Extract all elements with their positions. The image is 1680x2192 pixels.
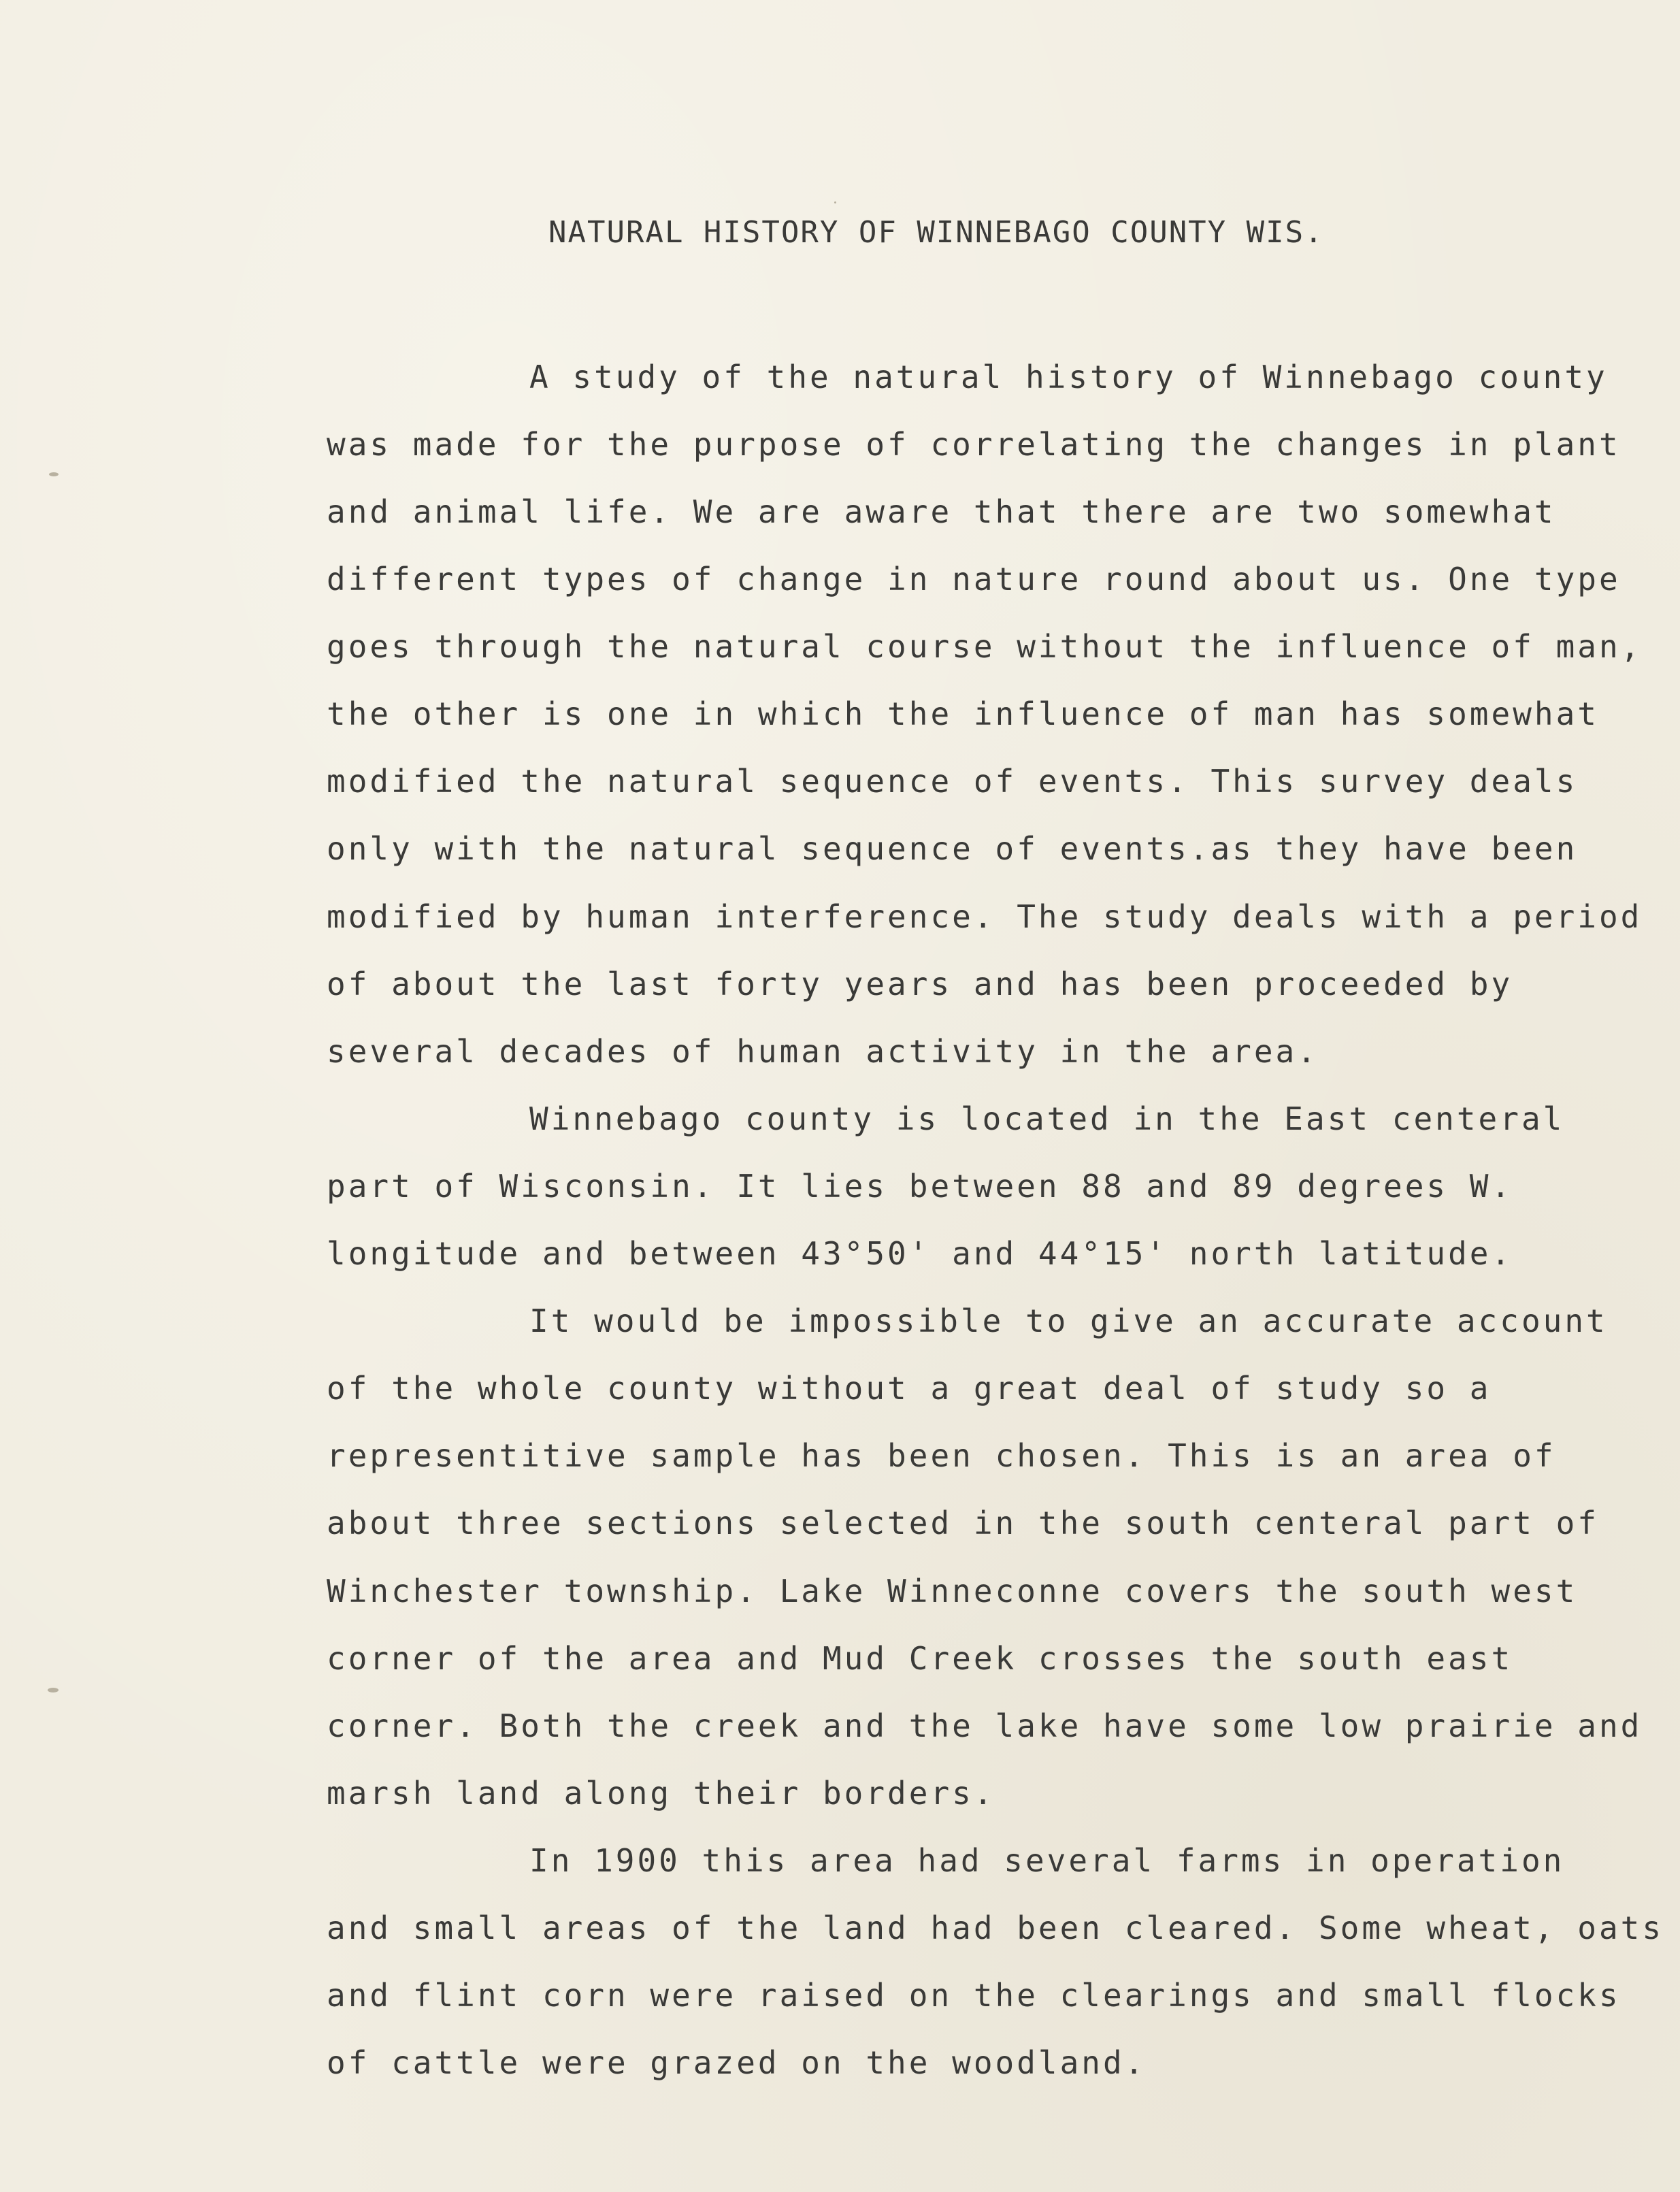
paragraph-line: It would be impossible to give an accurate account xyxy=(529,1303,1608,1339)
paragraph-line: modified by human interference. The study deals with a period xyxy=(327,898,1643,935)
paragraph-line: only with the natural sequence of events.as they have been xyxy=(327,830,1578,867)
paragraph-line: the other is one in which the influence of man has somewhat xyxy=(327,696,1599,732)
paragraph-line: and flint corn were raised on the clearings and small flocks xyxy=(327,1977,1621,2014)
page-title: NATURAL HISTORY OF WINNEBAGO COUNTY WIS. xyxy=(548,215,1324,250)
paragraph-line: longitude and between 43°50' and 44°15' north latitude. xyxy=(327,1235,1513,1272)
paragraph-line: Winchester township. Lake Winneconne covers the south west xyxy=(327,1573,1578,1609)
paragraph-line: corner. Both the creek and the lake have some low prairie and xyxy=(327,1707,1643,1744)
paragraph-line: of the whole county without a great deal of study so a xyxy=(327,1370,1492,1407)
paragraph-line: representitive sample has been chosen. This is an area of xyxy=(327,1437,1556,1474)
paragraph-line: corner of the area and Mud Creek crosses the south east xyxy=(327,1640,1513,1677)
paragraph-line: of about the last forty years and has been proceeded by xyxy=(327,966,1513,1002)
paper-speck xyxy=(48,1688,59,1692)
paragraph-line: goes through the natural course without the influence of man, xyxy=(327,628,1643,665)
paragraph-line: of cattle were grazed on the woodland. xyxy=(327,2044,1147,2081)
paragraph-line: A study of the natural history of Winnebago county xyxy=(529,359,1608,395)
paper-speck xyxy=(49,472,59,476)
paragraph-line: and small areas of the land had been cleared. Some wheat, oats xyxy=(327,1910,1664,1946)
paragraph-line: In 1900 this area had several farms in operation xyxy=(529,1842,1565,1879)
paragraph-line: and animal life. We are aware that there are two somewhat xyxy=(327,493,1556,530)
paragraph-line: different types of change in nature round about us. One type xyxy=(327,561,1621,598)
paragraph-line: about three sections selected in the south centeral part of xyxy=(327,1505,1599,1541)
paragraph-line: Winnebago county is located in the East centeral xyxy=(529,1100,1565,1137)
paragraph-line: part of Wisconsin. It lies between 88 and 89 degrees W. xyxy=(327,1168,1513,1205)
paragraph-line: marsh land along their borders. xyxy=(327,1775,995,1812)
paragraph-line: was made for the purpose of correlating the changes in plant xyxy=(327,426,1621,463)
paragraph-line: modified the natural sequence of events. This survey deals xyxy=(327,763,1578,800)
paper-speck xyxy=(834,201,836,203)
paragraph-line: several decades of human activity in the area. xyxy=(327,1033,1319,1070)
